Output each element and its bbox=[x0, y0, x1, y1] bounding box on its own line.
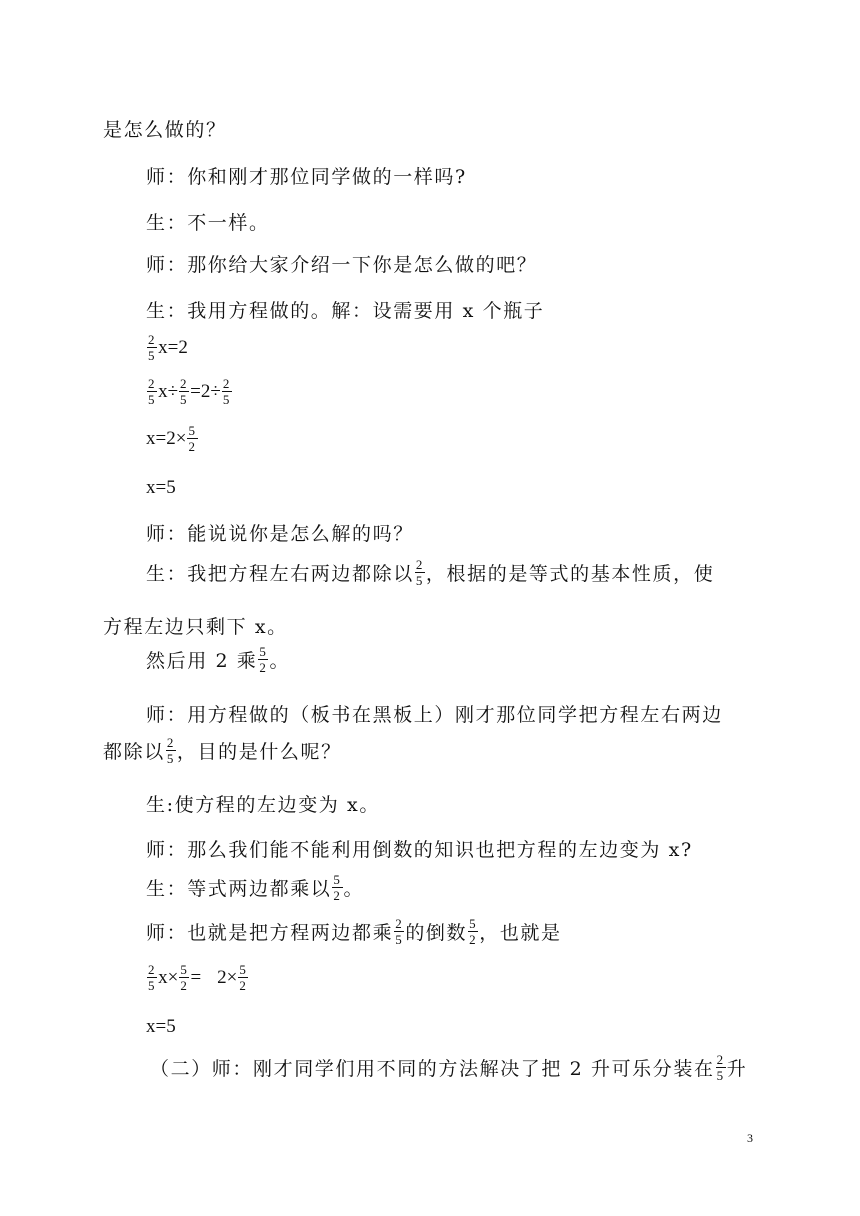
fraction: $\frac{2}{5}$ bbox=[222, 376, 231, 407]
text-line bbox=[0, 519, 860, 546]
equation-text: x=2× bbox=[146, 427, 187, 449]
line-text: 都除以 bbox=[103, 741, 165, 763]
line-text: 生:使方程的左边变为 x。 bbox=[146, 794, 380, 816]
line-text: 生：等式两边都乘以 bbox=[146, 878, 332, 900]
text-line bbox=[0, 208, 860, 235]
line-text: 师：那你给大家介绍一下你是怎么做的吧？ bbox=[146, 254, 538, 276]
text-line bbox=[0, 115, 860, 142]
fraction: $\frac{2}{5}$ bbox=[395, 916, 404, 947]
equation-text: x=2 bbox=[158, 336, 188, 358]
line-text: ，目的是什么呢？ bbox=[176, 741, 342, 763]
equation-line bbox=[0, 376, 860, 407]
line-text: 师：用方程做的（板书在黑板上）刚才那位同学把方程左右两边 bbox=[146, 704, 723, 726]
text-line bbox=[0, 916, 860, 947]
equation-text: = bbox=[190, 966, 202, 988]
line-text: 师：你和刚才那位同学做的一样吗? bbox=[146, 166, 467, 188]
line-text: 是怎么做的？ bbox=[103, 119, 227, 141]
line-text: 师：那么我们能不能利用倒数的知识也把方程的左边变为 x? bbox=[146, 839, 693, 861]
fraction: $\frac{2}{5}$ bbox=[148, 376, 157, 407]
text-line bbox=[0, 790, 860, 817]
equation-line bbox=[0, 423, 860, 454]
equation-line bbox=[0, 477, 860, 499]
equation-line bbox=[0, 332, 860, 363]
text-line bbox=[0, 250, 860, 277]
line-text: 。 bbox=[343, 878, 365, 900]
equation-text: 2× bbox=[217, 966, 238, 988]
line-text: 升 bbox=[726, 1058, 748, 1080]
equation-text: =2÷ bbox=[190, 380, 221, 402]
fraction: $\frac{2}{5}$ bbox=[716, 1052, 725, 1083]
fraction: $\frac{5}{2}$ bbox=[333, 872, 342, 903]
line-text: 然后用 2 乘 bbox=[146, 650, 258, 672]
line-text: 师：也就是把方程两边都乘 bbox=[146, 922, 394, 944]
fraction: $\frac{2}{5}$ bbox=[166, 735, 175, 766]
text-line bbox=[0, 162, 860, 189]
equation-line bbox=[0, 962, 860, 993]
text-line bbox=[0, 557, 860, 588]
page-number: 3 bbox=[747, 1131, 753, 1145]
line-text: 的倒数 bbox=[405, 922, 468, 944]
line-text: 生：我用方程做的。解：设需要用 x 个瓶子 bbox=[146, 300, 545, 322]
fraction: $\frac{5}{2}$ bbox=[259, 644, 268, 675]
fraction: $\frac{5}{2}$ bbox=[188, 423, 197, 454]
fraction: $\frac{5}{2}$ bbox=[180, 962, 189, 993]
line-text: 方程左边只剩下 x。 bbox=[103, 616, 288, 638]
line-text: （二）师：刚才同学们用不同的方法解决了把 2 升可乐分装在 bbox=[150, 1058, 715, 1080]
text-line bbox=[0, 835, 860, 862]
line-text: 。 bbox=[269, 650, 291, 672]
equation-text: x× bbox=[158, 966, 179, 988]
fraction: $\frac{2}{5}$ bbox=[180, 376, 189, 407]
fraction: $\frac{2}{5}$ bbox=[148, 332, 157, 363]
fraction: $\frac{2}{5}$ bbox=[148, 962, 157, 993]
equation-text: x=5 bbox=[146, 477, 176, 498]
text-line bbox=[0, 735, 860, 766]
fraction: $\frac{2}{5}$ bbox=[415, 557, 424, 588]
line-text: ，也就是 bbox=[479, 922, 562, 944]
fraction: $\frac{5}{2}$ bbox=[469, 916, 478, 947]
text-line bbox=[0, 872, 860, 903]
text-line bbox=[0, 644, 860, 675]
text-line bbox=[0, 296, 860, 323]
equation-text: x÷ bbox=[158, 380, 179, 402]
fraction: $\frac{5}{2}$ bbox=[239, 962, 248, 993]
text-line bbox=[0, 612, 860, 639]
equation-text: x=5 bbox=[146, 1016, 176, 1037]
text-line bbox=[0, 1052, 860, 1083]
line-text: 师：能说说你是怎么解的吗？ bbox=[146, 523, 414, 545]
equation-line bbox=[0, 1016, 860, 1038]
text-line bbox=[0, 700, 860, 727]
line-text: 生：我把方程左右两边都除以 bbox=[146, 563, 414, 585]
line-text: 生：不一样。 bbox=[146, 212, 270, 234]
line-text: ，根据的是等式的基本性质，使 bbox=[425, 563, 715, 585]
